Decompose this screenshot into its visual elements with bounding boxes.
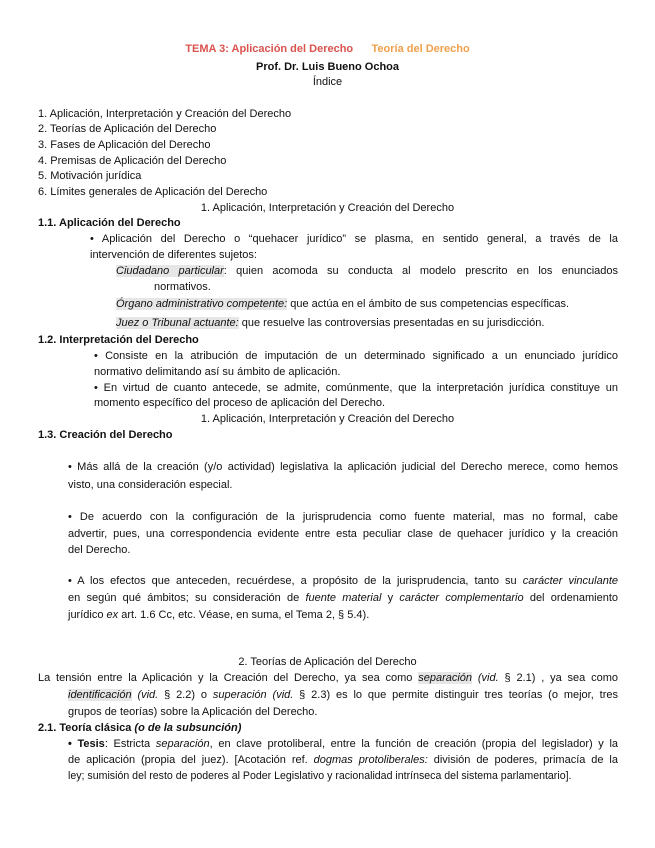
- paragraph-line: [68, 688, 618, 702]
- text-run: : Estricta: [104, 738, 156, 750]
- paragraph-line: [68, 574, 618, 588]
- section-title: 2. Teorías de Aplicación del Derecho: [238, 656, 417, 668]
- text-run: § 2.3) es lo que permite distinguir tres teorías (o mejor, tres: [293, 689, 618, 701]
- paragraph-line: [68, 753, 618, 767]
- doc-header-title: [0, 42, 655, 56]
- toc-item: 4. Premisas de Aplicación del Derecho: [38, 155, 227, 167]
- tema-title: TEMA 3: Aplicación del Derecho: [185, 43, 354, 55]
- paragraph-line: grupos de teorías) sobre la Aplicación del Derecho.: [68, 706, 318, 718]
- text-run: , en clave protoliberal, entre la función de creación (propia del legislador) y la: [209, 738, 619, 750]
- paragraph-line: [116, 264, 618, 278]
- paragraph-line: [68, 608, 369, 622]
- text-run-italic: separación: [155, 738, 210, 750]
- text-run-italic: ex: [106, 609, 119, 621]
- superacion-term: superación: [212, 689, 267, 701]
- text-run: • A los efectos que anteceden, recuérdese, a propósito de la jurisprudencia, tanto su: [68, 575, 523, 587]
- text-run: La tensión entre la Aplicación y la Creación del Derecho, ya sea como: [38, 672, 419, 684]
- paragraph-line: • Aplicación del Derecho o “quehacer jurídico” se plasma, en sentido general, a través de la: [90, 233, 618, 245]
- text-run: división de poderes, primacía de la: [427, 754, 618, 766]
- text-run: en según qué ámbitos; su consideración de: [68, 592, 306, 604]
- text-run: art. 1.6 Cc, etc. Véase, en suma, el Tema 2, § 5.4).: [118, 609, 370, 621]
- subsection-heading: 1.1. Aplicación del Derecho: [38, 217, 181, 229]
- ciudadano-label: Ciudadano particular: [116, 265, 224, 277]
- tesis-label: • Tesis: [68, 738, 105, 750]
- author-line: Prof. Dr. Luis Bueno Ochoa: [255, 61, 400, 73]
- text-run: de aplicación (propia del juez). [Acotación ref.: [68, 754, 314, 766]
- toc-item: 1. Aplicación, Interpretación y Creación del Derecho: [38, 108, 292, 120]
- paragraph-line: • Más allá de la creación (y/o actividad) legislativa la aplicación judicial del Derecho merece, como hemos: [68, 461, 618, 473]
- text-run: y: [381, 592, 400, 604]
- paragraph-line: ley; sumisión del resto de poderes al Poder Legislativo y racionalidad intrínseca del sistema parlamentario].: [68, 770, 572, 782]
- text-run-italic: (o de la subsunción): [134, 722, 242, 734]
- subsection-heading: 1.3. Creación del Derecho: [38, 429, 173, 441]
- section-title: 1. Aplicación, Interpretación y Creación del Derecho: [200, 202, 455, 214]
- subsection-heading: [38, 721, 241, 735]
- text-run: 2.1. Teoría clásica: [38, 722, 135, 734]
- subsection-heading: 1.2. Interpretación del Derecho: [38, 334, 199, 346]
- paragraph-line: normativo delimitando así su ámbito de aplicación.: [94, 366, 341, 378]
- paragraph-line: • Consiste en la atribución de imputación de un determinado significado a un enunciado jurídico: [94, 350, 618, 362]
- organo-label: Órgano administrativo competente:: [116, 298, 288, 310]
- text-run: § 2.1) , ya sea como: [498, 672, 618, 684]
- paragraph-line: normativos.: [154, 281, 211, 293]
- paragraph-line: • En virtud de cuanto antecede, se admite, comúnmente, que la interpretación jurídica constituye un: [94, 382, 618, 394]
- text-run: del ordenamiento: [523, 592, 618, 604]
- toc-item: 3. Fases de Aplicación del Derecho: [38, 139, 211, 151]
- paragraph-line: [68, 591, 618, 605]
- section-title: 1. Aplicación, Interpretación y Creación del Derecho: [200, 413, 455, 425]
- paragraph-line: [38, 671, 618, 685]
- separacion-term: separación: [418, 672, 473, 684]
- text-run-italic: fuente material: [305, 592, 382, 604]
- text-run: jurídico: [68, 609, 107, 621]
- paragraph-line: del Derecho.: [68, 544, 131, 556]
- text-run-italic: (vid.: [266, 689, 294, 701]
- organo-text: que actúa en el ámbito de sus competencias específicas.: [287, 298, 570, 310]
- toc-item: 6. Límites generales de Aplicación del Derecho: [38, 186, 268, 198]
- subject-title: Teoría del Derecho: [371, 43, 470, 55]
- paragraph-line: [68, 737, 618, 751]
- ciudadano-text: : quien acomoda su conducta al modelo prescrito en los enunciados: [223, 265, 618, 277]
- paragraph-line: momento específico del proceso de aplicación del Derecho.: [94, 397, 386, 409]
- text-run-italic: dogmas protoliberales:: [313, 754, 428, 766]
- text-run: § 2.2) o: [158, 689, 213, 701]
- paragraph-line: [116, 316, 544, 330]
- text-run-italic: (vid.: [131, 689, 159, 701]
- paragraph-line: intervención de diferentes sujetos:: [90, 249, 257, 261]
- paragraph-line: • De acuerdo con la configuración de la jurisprudencia como fuente material, mas no formal, cabe: [68, 511, 618, 523]
- paragraph-line: [116, 297, 569, 311]
- paragraph-line: visto, una consideración especial.: [68, 479, 233, 491]
- text-run-italic: carácter vinculante: [522, 575, 619, 587]
- text-run-italic: carácter complementario: [399, 592, 524, 604]
- text-run-italic: (vid.: [472, 672, 499, 684]
- toc-item: 5. Motivación jurídica: [38, 170, 142, 182]
- paragraph-line: advertir, pues, una correspondencia evidente entre esta peculiar clase de quehacer jurídico y la creación: [68, 528, 618, 540]
- juez-label: Juez o Tribunal actuante:: [116, 317, 239, 329]
- index-heading: Índice: [312, 76, 343, 88]
- toc-item: 2. Teorías de Aplicación del Derecho: [38, 123, 217, 135]
- identificacion-term: identificación: [68, 689, 132, 701]
- juez-text: que resuelve las controversias presentadas en su jurisdicción.: [238, 317, 545, 329]
